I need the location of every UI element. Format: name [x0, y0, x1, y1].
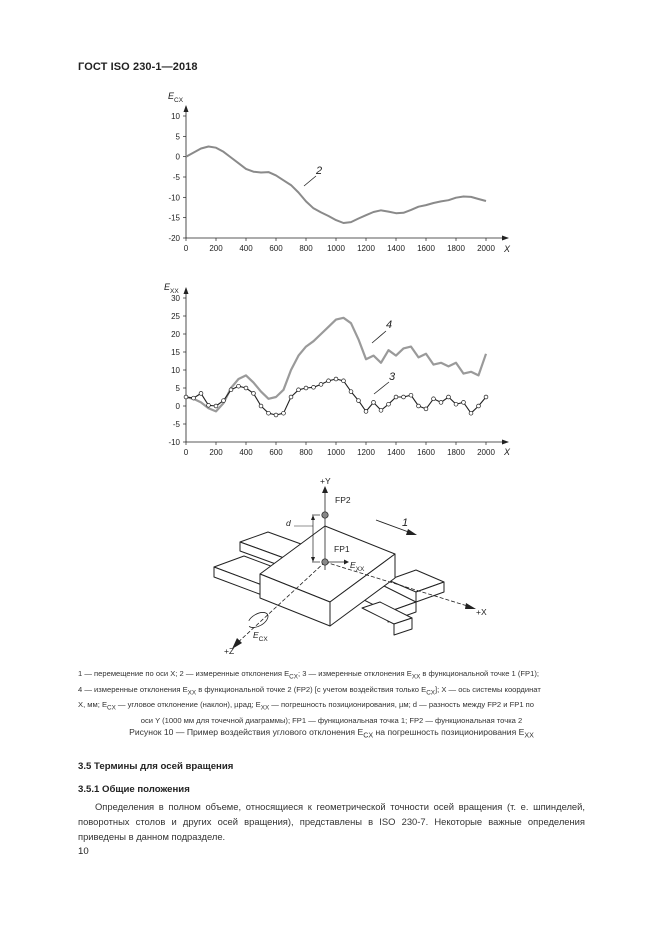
label-plus-z: +Z — [224, 646, 235, 656]
chart-ecx — [150, 88, 530, 260]
c2-point-3 — [319, 383, 323, 387]
c1-ytick-label: -20 — [168, 234, 180, 243]
c2-xtick-label: 200 — [209, 448, 223, 457]
label-fp2: FP2 — [335, 495, 351, 505]
c1-ytick-label: -15 — [168, 213, 180, 223]
c2-point-3 — [454, 402, 458, 406]
body-paragraph: Определения в полном объеме, относящиеся к геометрической точности осей вращения (т. е. шпинделей, поворотных столов и других осей вращения), представлены в ISO 230-7. Некоторые важные определения приведены в данном подразделе. — [78, 801, 585, 842]
c2-point-3 — [199, 392, 203, 396]
curve-label-2: 2 — [316, 165, 323, 177]
document-header: ГОСТ ISO 230-1—2018 — [78, 61, 198, 73]
label-plus-y: +Y — [320, 476, 331, 486]
label-plus-x: +X — [476, 607, 487, 617]
legend-line-4: оси Y (1000 мм для точечной диаграммы); FP1 — функциональная точка 1; FP2 — функциональная точка 2 — [140, 715, 523, 725]
c1-series-2 — [186, 147, 486, 224]
c1-x-arrow — [502, 236, 509, 241]
c2-point-3 — [259, 404, 263, 408]
c2-point-3 — [372, 401, 376, 405]
carriage-diagram — [200, 474, 510, 660]
c1-xtick-label: 800 — [299, 244, 313, 253]
c2-xtick-label: 1400 — [387, 448, 405, 457]
curve-label-2-leader — [304, 176, 316, 186]
c2-xtick-label: 1200 — [357, 448, 375, 457]
c1-xtick-label: 400 — [239, 244, 253, 253]
c1-ytick-label: 0 — [175, 152, 180, 162]
c2-ytick-label: 0 — [175, 402, 180, 411]
c2-point-3 — [282, 411, 286, 415]
c2-point-3 — [214, 404, 218, 408]
c2-point-3 — [289, 395, 293, 399]
c2-point-3 — [267, 411, 271, 415]
c2-point-3 — [357, 399, 361, 403]
c1-xtick-label: 1600 — [417, 244, 435, 253]
c2-series-4 — [186, 318, 486, 412]
c2-ytick-label: 20 — [171, 330, 180, 339]
c1-xtick-label: 600 — [269, 244, 283, 253]
c2-ytick-label: 30 — [171, 294, 180, 303]
c2-point-3 — [432, 397, 436, 401]
figure-legend — [78, 668, 585, 727]
c2-point-3 — [184, 395, 188, 399]
c1-ytick-label: 10 — [171, 112, 180, 121]
c2-point-3 — [207, 403, 211, 407]
c1-ytick-label: -10 — [168, 193, 180, 203]
c2-point-3 — [379, 408, 383, 412]
chart2-ylabel: $E_{XX}$ — [164, 282, 179, 295]
c2-ytick-label: -10 — [168, 438, 180, 447]
c1-ytick-label: 5 — [175, 132, 180, 142]
label-ecx: $E_{CX}$ — [253, 630, 268, 643]
curve-label-4: 4 — [386, 319, 393, 331]
c2-ytick-label: 10 — [171, 366, 180, 375]
c2-point-3 — [469, 411, 473, 415]
chart1-ylabel: $E_{CX}$ — [168, 91, 184, 104]
c2-point-3 — [439, 401, 443, 405]
c2-point-3 — [447, 395, 451, 399]
c1-xtick-label: 0 — [183, 244, 189, 253]
c2-point-3 — [229, 388, 233, 392]
fp2-point — [322, 512, 328, 518]
c2-point-3 — [222, 399, 226, 403]
c2-point-3 — [387, 402, 391, 406]
c1-y-arrow — [184, 105, 189, 112]
label-fp1: FP1 — [334, 544, 350, 554]
c1-xtick-label: 1200 — [357, 244, 375, 253]
c2-point-3 — [364, 410, 368, 414]
c2-point-3 — [342, 379, 346, 383]
c2-point-3 — [394, 395, 398, 399]
c2-point-3 — [327, 379, 331, 383]
c2-point-3 — [237, 384, 241, 388]
c2-ytick-label: 5 — [175, 384, 180, 393]
page-number: 10 — [78, 846, 89, 857]
c2-point-3 — [297, 388, 301, 392]
c2-point-3 — [484, 395, 488, 399]
c2-xtick-label: 1600 — [417, 448, 435, 457]
c2-xtick-label: 1000 — [327, 448, 345, 457]
c2-y-arrow — [184, 287, 189, 294]
curve-label-3-leader — [374, 382, 389, 394]
curve-label-4-leader — [372, 331, 386, 343]
c2-xtick-label: 1800 — [447, 448, 465, 457]
c2-point-3 — [477, 404, 481, 408]
c2-xtick-label: 600 — [269, 448, 283, 457]
c2-x-arrow — [502, 440, 509, 445]
label-d: d — [286, 518, 291, 528]
c1-xtick-label: 200 — [209, 244, 223, 253]
c2-point-3 — [244, 386, 248, 390]
section-heading-3-5: 3.5 Термины для осей вращения — [78, 761, 234, 772]
c1-xtick-label: 1000 — [327, 244, 345, 253]
c1-ytick-label: -5 — [172, 173, 180, 182]
c2-point-3 — [417, 404, 421, 408]
legend-line-2: 4 — измеренные отклонения $E_{XX}$ в функциональной точке 2 (FP2) [с учетом воздействия только $E_{CX}$]; X — ось системы координат — [78, 684, 541, 697]
section-heading-3-5-1: 3.5.1 Общие положения — [78, 784, 190, 795]
c2-ytick-label: -5 — [172, 420, 180, 429]
ecx-rotation-arrow — [245, 609, 270, 630]
fp1-point — [322, 559, 328, 565]
c2-point-3 — [274, 413, 278, 417]
c2-point-3 — [424, 407, 428, 411]
chart1-xlabel: X — [504, 244, 511, 254]
label-direction-1: 1 — [402, 517, 409, 529]
c2-point-3 — [409, 393, 413, 397]
c2-xtick-label: 2000 — [477, 448, 495, 457]
c2-xtick-label: 400 — [239, 448, 253, 457]
c2-point-3 — [312, 385, 316, 389]
c2-ytick-label: 25 — [171, 312, 180, 321]
c2-point-3 — [349, 390, 353, 394]
label-exx: $E_{XX}$ — [350, 560, 365, 573]
c2-ytick-label: 15 — [171, 348, 180, 357]
c1-xtick-label: 1800 — [447, 244, 465, 253]
figure-caption: Рисунок 10 — Пример воздействия углового отклонения $E_{CX}$ на погрешность позиционирования $E_{XX}$ — [129, 727, 534, 740]
c1-xtick-label: 2000 — [477, 244, 495, 253]
legend-line-1: 1 — перемещение по оси X; 2 — измеренные отклонения $E_{CX}$; 3 — измеренные отклонения $E_{XX}$ в функциональной точке 1 (FP1); — [78, 669, 539, 681]
c2-point-3 — [402, 395, 406, 399]
chart2-xlabel: X — [504, 447, 511, 457]
legend-line-3: X, мм; $E_{CX}$ — угловое отклонение (наклон), µрад; $E_{XX}$ — погрешность позиционирования, µм; d — разность между FP2 и FP1 по — [78, 700, 534, 712]
c2-xtick-label: 800 — [299, 448, 313, 457]
c2-xtick-label: 0 — [183, 448, 189, 457]
c2-point-3 — [192, 396, 196, 400]
c2-point-3 — [252, 392, 256, 396]
c2-point-3 — [462, 401, 466, 405]
c2-point-3 — [304, 386, 308, 390]
c2-point-3 — [334, 377, 338, 381]
chart-exx — [150, 282, 530, 464]
c2-series-3 — [186, 379, 486, 415]
c1-xtick-label: 1400 — [387, 244, 405, 253]
curve-label-3: 3 — [389, 371, 396, 383]
